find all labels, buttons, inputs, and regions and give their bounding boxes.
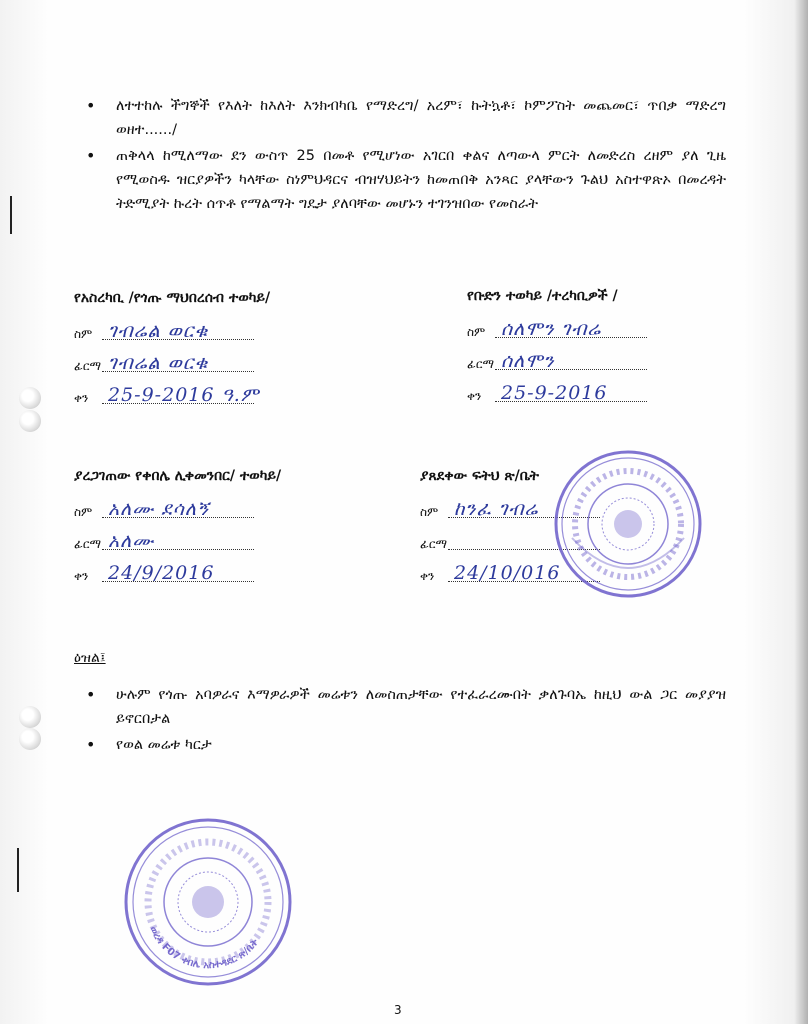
name-label: ስም (420, 505, 439, 519)
bullet-item-map: • የወል መሬቱ ካርታ (86, 733, 726, 757)
page-number: 3 (394, 1003, 402, 1017)
top-bullet-list (86, 94, 726, 218)
sign-row (420, 526, 539, 558)
name-label: ስም (467, 325, 486, 339)
name-label: ስም (74, 505, 93, 519)
bullet-item-species: • ጠቅላላ ከሚለማው ደን ውስጥ 25 በመቶ የሚሆነው አገርበ ቀልና ለጣውላ ምርት ለመድረስ ረዘም ያለ ጊዜ የሚወስዱ ዝርያዎችን ካላቸው ስነምህዳርና ብዝሃህይትን ከመጠበቅ አንጻር ያላቸውን ጉልህ አስተዋጽኦ በመረዳት ትድሚያት ኩረት ሰጥቶ የማልማት ግዴታ ያለባቸው መሆኑን ተገንዝበው የመስራት (86, 144, 726, 216)
handwritten-date: 24/9/2016 (108, 562, 215, 584)
name-row (467, 314, 618, 346)
name-row (74, 316, 270, 348)
bottom-bullet-list (86, 683, 726, 759)
handwritten-name: ሰለሞን ገብሬ (501, 318, 602, 340)
sign-label: ፊርማ (74, 537, 102, 551)
handwritten-signature: አለሙ (108, 530, 155, 552)
name-row (74, 494, 281, 526)
handwritten-name: ከንፈ ገብሬ (454, 498, 539, 520)
signature-heading: ያጸደቀው ፍትህ ጽ/ቤት (420, 468, 539, 484)
date-row (74, 558, 281, 590)
sign-label: ፊርማ (420, 537, 448, 551)
date-label: ቀን (420, 569, 435, 583)
sign-row (467, 346, 618, 378)
stamp-text: ወረዳ F07 ቀበሌ አስተዳደር ጽ/ቤት (147, 924, 261, 972)
kebele-administration-stamp (122, 816, 294, 988)
punch-hole-2 (19, 410, 41, 432)
handwritten-date: 25-9-2016 ዓ.ም (108, 384, 260, 406)
date-row (74, 380, 270, 412)
date-label: ቀን (467, 389, 482, 403)
signature-heading: ያረጋገጠው የቀበሌ ሊቀመንበር/ ተወካይ/ (74, 468, 282, 484)
date-row (467, 378, 618, 410)
date-label: ቀን (74, 569, 89, 583)
signature-heading: የአስረካቢ /የጎጡ ማህበረሰብ ተወካይ/ (74, 290, 271, 306)
punch-hole-3 (19, 706, 41, 728)
justice-office-stamp (552, 448, 704, 600)
svg-text:ወረዳ F07 ቀበሌ አስተዳደር ጽ/ቤት (147, 925, 261, 971)
bullet-item-minutes: • ሁሉም የጎጡ አባዎራና እማዎራዎች መሬቱን ለመስጠታቸው የተፈራረሙበት ቃለጉባኤ ከዚህ ውል ጋር መያያዝ ይኖርበታል (86, 683, 726, 731)
signature-block-kebele (74, 468, 281, 590)
name-label: ስም (74, 327, 93, 341)
handwritten-date: 24/10/016 (454, 562, 561, 584)
handwritten-signature: ገብሬል ወርቁ (108, 352, 209, 374)
sign-label: ፊርማ (467, 357, 495, 371)
punch-hole-4 (19, 728, 41, 750)
signature-block-handover (74, 290, 270, 412)
name-row (420, 494, 539, 526)
handwritten-name: ገብሬል ወርቁ (108, 320, 209, 342)
scan-mark-1 (10, 196, 12, 234)
handwritten-name: አለሙ ደሳለኝ (108, 498, 210, 520)
sign-row (74, 348, 270, 380)
scan-edge-shadow (794, 0, 808, 1024)
signature-block-justice (420, 468, 561, 590)
scan-mark-2 (17, 848, 19, 892)
bullet-item-care: • ለተተከሉ ችግኞች የእለት ከእለት እንክብካቤ የማድረግ/ አረም፣ ኩትኳቶ፣ ኮምፖስት መጨመር፣ ጥበቃ ማድረግ ወዘተ....../ (86, 94, 726, 142)
punch-hole-1 (19, 387, 41, 409)
date-label: ቀን (74, 391, 89, 405)
sign-row (74, 526, 281, 558)
signature-heading: የቡድን ተወካይ /ተረካቢዎች / (467, 288, 618, 304)
sign-label: ፊርማ (74, 359, 102, 373)
handwritten-signature: ሰለሞን (501, 350, 555, 372)
signature-block-group (467, 288, 618, 410)
date-row (420, 558, 561, 590)
handwritten-date: 25-9-2016 (501, 382, 608, 404)
notes-heading: ዕዝል፤ (74, 650, 106, 666)
